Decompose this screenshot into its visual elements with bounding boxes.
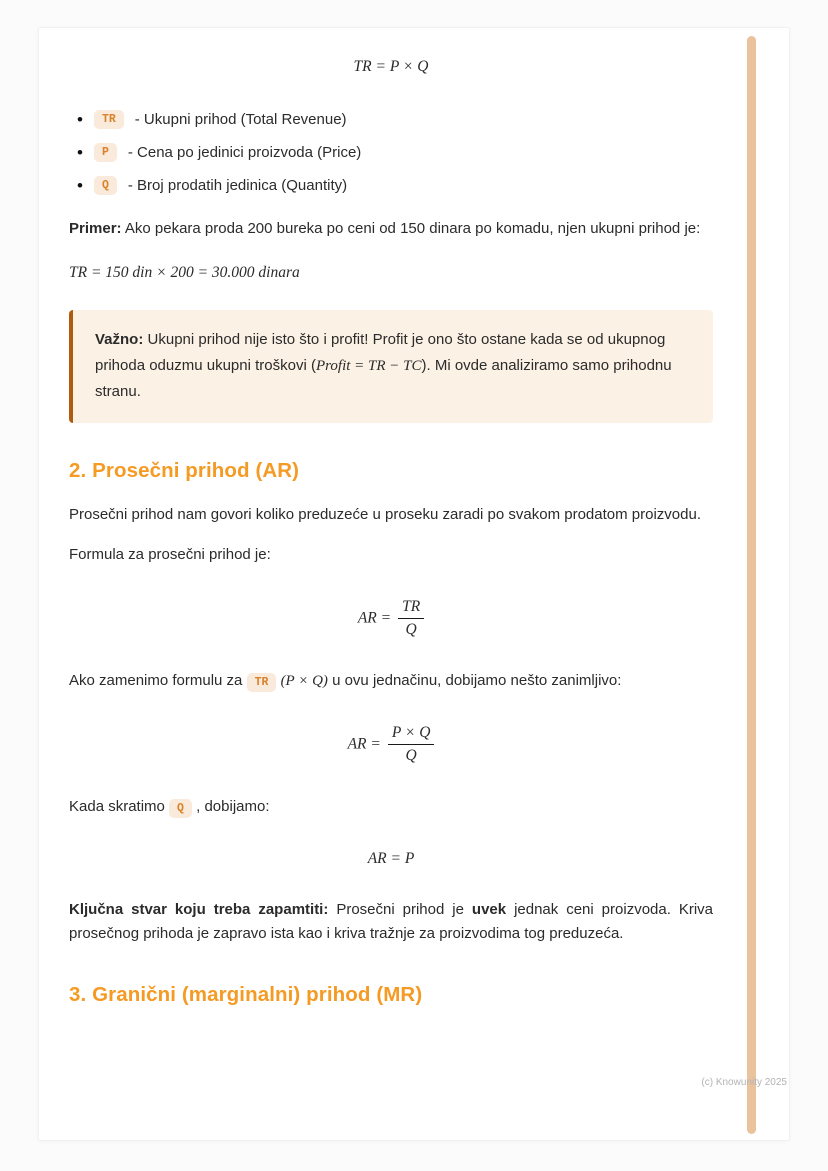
list-item [77, 143, 713, 162]
formula-text: AR = P [367, 849, 415, 867]
paragraph-text: Prosečni prihod je [336, 900, 464, 918]
paragraph-text: jednak ceni proizvoda. Kriva prosečnog prihoda je zapravo ista kao i kriva tražnje za proizvodima tog preduzeća. [69, 900, 714, 943]
code-badge-tr: TR [94, 110, 124, 129]
paragraph-text: Ako zamenimo formulu za [69, 672, 243, 689]
important-callout [69, 310, 713, 423]
bullet-icon [77, 177, 83, 195]
paragraph-text: u ovu jednačinu, dobijamo nešto zanimljivo: [332, 672, 622, 689]
bullet-icon [77, 111, 83, 129]
list-item [77, 176, 713, 195]
code-badge-q: Q [94, 176, 117, 195]
fraction-denominator: Q [405, 746, 417, 764]
key-takeaway-paragraph [69, 898, 713, 948]
formula-text: TR = 150 din × 200 = 30.000 dinara [69, 263, 300, 281]
section-heading-mr: 3. Granični (marginalni) prihod (MR) [69, 983, 423, 1006]
callout-label: Važno: [95, 330, 144, 348]
list-item [77, 110, 713, 129]
code-badge-q: Q [169, 799, 192, 818]
ar-intro-paragraph: Prosečni prihod nam govori koliko preduzeće u proseku zaradi po svakom prodatom proizvodu. [69, 505, 701, 523]
code-badge-tr: TR [247, 673, 277, 692]
definitions-list [69, 110, 713, 195]
scrollbar-thumb[interactable] [747, 36, 756, 1134]
definition-text: - Cena po jedinici proizvoda (Price) [127, 144, 362, 161]
definition-text: - Broj prodatih jedinica (Quantity) [127, 177, 348, 194]
fraction-denominator: Q [405, 621, 417, 638]
fraction [388, 724, 435, 765]
ar-formula-lead: Formula za prosečni prihod je: [69, 546, 271, 564]
formula-ar-fraction [69, 598, 713, 639]
fraction [398, 598, 424, 639]
inline-math: (P × Q) [280, 673, 328, 689]
paragraph-text: Kada skratimo [69, 797, 165, 815]
example-text: Ako pekara proda 200 bureka po ceni od 150 dinara po komadu, njen ukupni prihod je: [124, 220, 701, 237]
example-label: Primer: [69, 220, 122, 237]
paragraph-text: , dobijamo: [196, 797, 270, 815]
formula-lhs: AR = [347, 735, 381, 753]
emphasis-text: uvek [471, 900, 507, 918]
section-heading-ar: 2. Prosečni prihod (AR) [69, 458, 300, 482]
example-paragraph [69, 217, 713, 242]
formula-lhs: AR = [357, 609, 392, 627]
substitution-paragraph [69, 669, 713, 694]
callout-inline-math: Profit = TR − TC [315, 358, 422, 374]
bullet-icon [77, 144, 83, 162]
formula-ar-equals-p [69, 850, 713, 868]
fraction-numerator: TR [398, 598, 424, 619]
callout-text: ). Mi ovde analiziramo samo prihodnu stranu. [95, 357, 672, 401]
callout-text: Ukupni prihod nije isto što i profit! Profit je ono što ostane kada se od ukupnog prihoda oduzmu ukupni troškovi ( [95, 330, 666, 374]
fraction-numerator: P × Q [388, 724, 435, 745]
definition-text: - Ukupni prihod (Total Revenue) [134, 111, 347, 128]
formula-ar-pq-fraction [69, 724, 713, 765]
code-badge-p: P [94, 143, 117, 162]
formula-example [69, 264, 713, 282]
cancel-paragraph [69, 795, 713, 820]
formula-text: TR = P × Q [353, 58, 429, 75]
key-label: Ključna stvar koju treba zapamtiti: [69, 900, 329, 918]
document-page [39, 28, 789, 1140]
formula-total-revenue [69, 58, 713, 76]
copyright-note: (c) Knowunity 2025 [701, 1077, 787, 1088]
